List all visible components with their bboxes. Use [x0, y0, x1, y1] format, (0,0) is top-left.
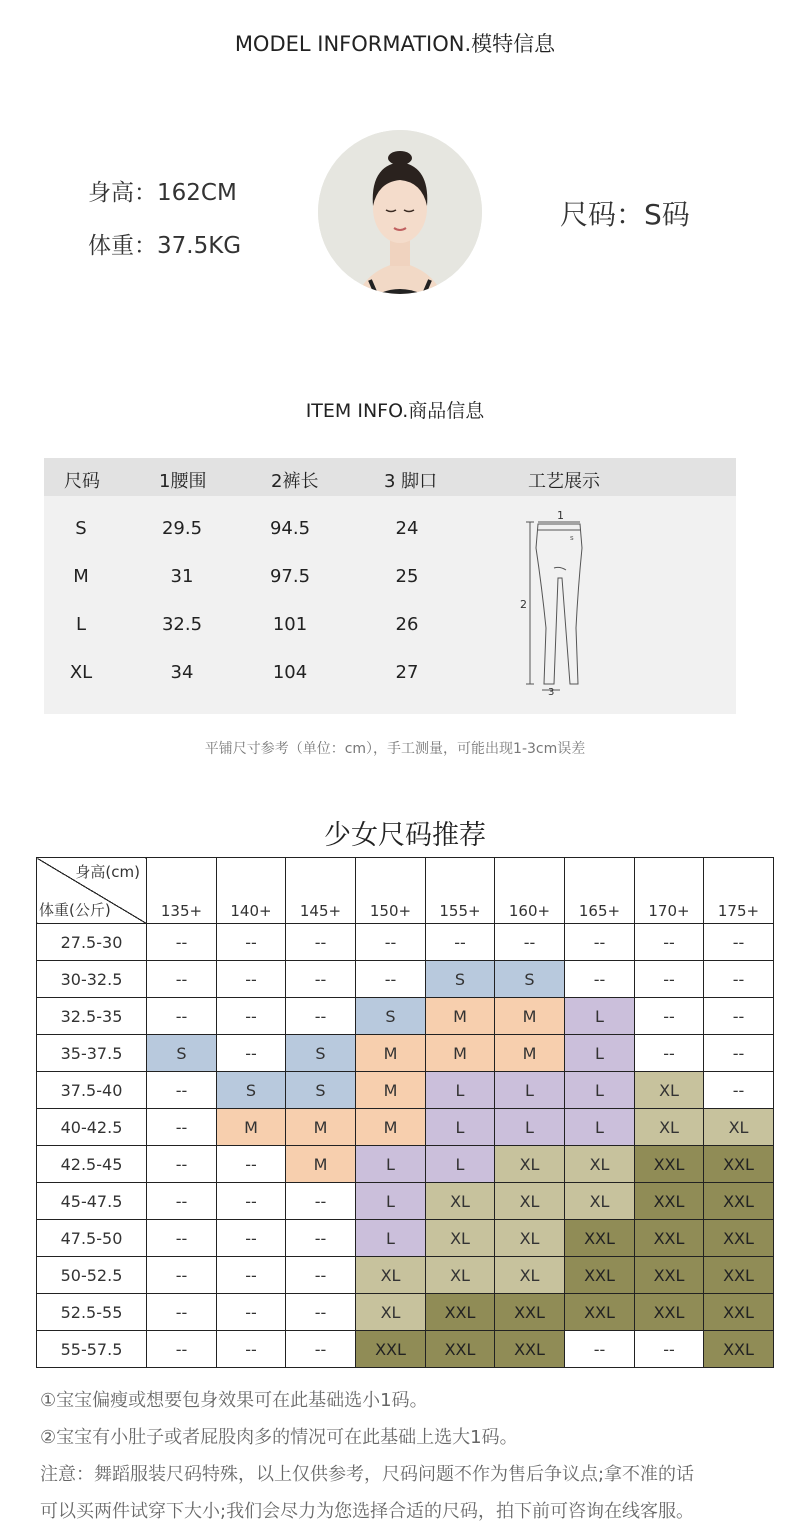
height-header-155plus: 155+: [426, 858, 495, 924]
size-cell: XL: [356, 1294, 426, 1331]
size-cell: --: [565, 1331, 635, 1368]
table-row: [37, 1109, 774, 1146]
size-cell: S: [286, 1035, 356, 1072]
size-cell: --: [704, 924, 774, 961]
size-cell: M: [356, 1035, 426, 1072]
size-cell: XL: [565, 1183, 635, 1220]
size-cell: L: [495, 1072, 565, 1109]
size-cell: --: [704, 961, 774, 998]
size-cell: --: [217, 1146, 286, 1183]
size-recommendation-table: [36, 857, 774, 1368]
size-cell: S: [426, 961, 495, 998]
size-cell: S: [217, 1072, 286, 1109]
size-cell: --: [217, 998, 286, 1035]
item-header-waist: 1腰围: [159, 471, 207, 492]
size-cell: --: [704, 1035, 774, 1072]
size-cell: --: [635, 1035, 704, 1072]
item-header-craft: 工艺展示: [528, 471, 600, 492]
weight-range-cell: 45-47.5: [37, 1183, 147, 1220]
item-measure-note: 平铺尺寸参考（单位：cm），手工测量，可能出现1-3cm误差: [204, 741, 586, 757]
note-line-1: ①宝宝偏瘦或想要包身效果可在此基础选小1码。: [40, 1390, 428, 1411]
item-row-waist: 31: [170, 566, 194, 587]
size-cell: L: [565, 1109, 635, 1146]
size-cell: XL: [426, 1220, 495, 1257]
size-cell: XL: [495, 1257, 565, 1294]
size-cell: --: [217, 1035, 286, 1072]
weight-range-cell: 30-32.5: [37, 961, 147, 998]
model-section-title: MODEL INFORMATION.模特信息: [234, 32, 556, 56]
size-cell: M: [426, 1035, 495, 1072]
item-row-waist: 29.5: [161, 518, 203, 539]
size-cell: M: [217, 1109, 286, 1146]
size-cell: L: [565, 1072, 635, 1109]
size-cell: XXL: [704, 1220, 774, 1257]
size-cell: XXL: [704, 1183, 774, 1220]
size-cell: --: [635, 998, 704, 1035]
item-row-hem: 27: [395, 662, 419, 683]
size-cell: --: [147, 1109, 217, 1146]
size-cell: XL: [635, 1072, 704, 1109]
diagram-label-length: 2: [520, 598, 527, 611]
size-cell: --: [286, 961, 356, 998]
size-cell: L: [565, 1035, 635, 1072]
size-cell: --: [217, 1257, 286, 1294]
size-cell: --: [495, 924, 565, 961]
height-header-135plus: 135+: [147, 858, 217, 924]
weight-range-cell: 40-42.5: [37, 1109, 147, 1146]
weight-range-cell: 37.5-40: [37, 1072, 147, 1109]
size-cell: S: [147, 1035, 217, 1072]
size-cell: XXL: [704, 1257, 774, 1294]
size-cell: XXL: [635, 1294, 704, 1331]
size-cell: XXL: [495, 1294, 565, 1331]
size-cell: --: [147, 924, 217, 961]
size-cell: L: [356, 1146, 426, 1183]
weight-range-cell: 52.5-55: [37, 1294, 147, 1331]
item-section-title: ITEM INFO.商品信息: [305, 400, 485, 422]
height-header-165plus: 165+: [565, 858, 635, 924]
size-cell: XL: [495, 1183, 565, 1220]
model-height: 身高：162CM: [88, 180, 237, 206]
size-cell: --: [565, 924, 635, 961]
item-row-length: 101: [272, 614, 308, 635]
size-cell: XL: [565, 1146, 635, 1183]
size-cell: XXL: [704, 1146, 774, 1183]
size-cell: --: [217, 924, 286, 961]
table-row: [37, 1183, 774, 1220]
size-cell: --: [147, 1072, 217, 1109]
height-header-150plus: 150+: [356, 858, 426, 924]
note-line-3: 注意：舞蹈服装尺码特殊，以上仅供参考，尺码问题不作为售后争议点;拿不准的话: [40, 1464, 695, 1485]
item-row-hem: 24: [395, 518, 419, 539]
size-cell: XL: [426, 1257, 495, 1294]
size-cell: L: [495, 1109, 565, 1146]
table-row: [37, 1257, 774, 1294]
size-cell: --: [286, 998, 356, 1035]
model-size: 尺码：S码: [560, 198, 690, 231]
size-cell: L: [565, 998, 635, 1035]
size-cell: --: [147, 1294, 217, 1331]
height-header-170plus: 170+: [635, 858, 704, 924]
item-header-length: 2裤长: [271, 471, 319, 492]
size-cell: --: [635, 961, 704, 998]
item-row-length: 104: [272, 662, 308, 683]
weight-range-cell: 35-37.5: [37, 1035, 147, 1072]
table-corner-header: [37, 858, 147, 924]
item-row-length: 97.5: [269, 566, 311, 587]
size-cell: M: [495, 998, 565, 1035]
size-cell: --: [217, 1331, 286, 1368]
item-row-size: M: [73, 566, 89, 587]
size-notes: [40, 1382, 780, 1530]
size-cell: XL: [635, 1109, 704, 1146]
weight-range-cell: 47.5-50: [37, 1220, 147, 1257]
height-header-160plus: 160+: [495, 858, 565, 924]
item-size-table: [44, 458, 736, 714]
model-portrait-icon: [318, 130, 482, 294]
size-chart-title: 少女尺码推荐: [324, 820, 486, 851]
diagram-label-hem: 3: [548, 687, 555, 698]
size-cell: S: [286, 1072, 356, 1109]
size-cell: S: [495, 961, 565, 998]
size-cell: XXL: [426, 1331, 495, 1368]
note-line-4: 可以买两件试穿下大小;我们会尽力为您选择合适的尺码，拍下前可咨询在线客服。: [40, 1501, 695, 1522]
size-cell: XXL: [635, 1146, 704, 1183]
item-row-size: L: [75, 614, 87, 635]
item-row-size: S: [75, 518, 87, 539]
model-weight: 体重：37.5KG: [88, 233, 242, 259]
corner-weight-label: 体重(公斤): [39, 901, 111, 919]
size-cell: --: [217, 961, 286, 998]
size-cell: M: [495, 1035, 565, 1072]
size-cell: --: [217, 1220, 286, 1257]
size-cell: --: [286, 1220, 356, 1257]
weight-range-cell: 50-52.5: [37, 1257, 147, 1294]
size-cell: XXL: [426, 1294, 495, 1331]
pants-outline: [536, 524, 582, 684]
size-cell: M: [356, 1109, 426, 1146]
size-cell: --: [147, 1146, 217, 1183]
size-cell: L: [426, 1109, 495, 1146]
item-row-size: XL: [69, 662, 93, 683]
table-row: [37, 1035, 774, 1072]
size-cell: --: [286, 1294, 356, 1331]
size-cell: M: [356, 1072, 426, 1109]
diagram-label-waist: 1: [557, 509, 564, 522]
table-row: [37, 998, 774, 1035]
pants-diagram: [514, 508, 594, 698]
size-cell: --: [565, 961, 635, 998]
size-cell: S: [356, 998, 426, 1035]
item-header-hem: 3 脚口: [384, 471, 438, 492]
weight-range-cell: 27.5-30: [37, 924, 147, 961]
size-cell: XXL: [704, 1294, 774, 1331]
size-cell: XXL: [635, 1183, 704, 1220]
size-cell: M: [426, 998, 495, 1035]
size-cell: XL: [495, 1220, 565, 1257]
item-row-waist: 32.5: [161, 614, 203, 635]
item-header-size: 尺码: [64, 471, 100, 492]
size-cell: L: [356, 1220, 426, 1257]
size-cell: XL: [495, 1146, 565, 1183]
diagram-size-tag: s: [570, 534, 574, 542]
size-cell: --: [147, 998, 217, 1035]
weight-range-cell: 55-57.5: [37, 1331, 147, 1368]
size-cell: --: [286, 1257, 356, 1294]
size-cell: XXL: [356, 1331, 426, 1368]
size-cell: --: [147, 1257, 217, 1294]
size-cell: --: [147, 1331, 217, 1368]
size-cell: --: [635, 924, 704, 961]
size-cell: M: [286, 1109, 356, 1146]
item-row-waist: 34: [170, 662, 194, 683]
size-cell: XXL: [565, 1257, 635, 1294]
table-row: [37, 1220, 774, 1257]
height-header-145plus: 145+: [286, 858, 356, 924]
table-row: [37, 1072, 774, 1109]
item-row-hem: 25: [395, 566, 419, 587]
table-row: [37, 961, 774, 998]
size-cell: XXL: [635, 1220, 704, 1257]
size-cell: --: [426, 924, 495, 961]
size-cell: --: [217, 1294, 286, 1331]
size-cell: M: [286, 1146, 356, 1183]
size-cell: --: [356, 924, 426, 961]
size-cell: L: [426, 1072, 495, 1109]
table-row: [37, 1146, 774, 1183]
weight-range-cell: 32.5-35: [37, 998, 147, 1035]
size-cell: XL: [426, 1183, 495, 1220]
size-cell: L: [356, 1183, 426, 1220]
item-row-hem: 26: [395, 614, 419, 635]
table-row: [37, 1294, 774, 1331]
size-cell: XXL: [565, 1220, 635, 1257]
table-row: [37, 924, 774, 961]
size-cell: XXL: [704, 1331, 774, 1368]
size-cell: --: [286, 1331, 356, 1368]
size-cell: --: [356, 961, 426, 998]
size-cell: --: [147, 1183, 217, 1220]
height-header-175plus: 175+: [704, 858, 774, 924]
size-cell: L: [426, 1146, 495, 1183]
size-cell: XXL: [565, 1294, 635, 1331]
size-cell: --: [217, 1183, 286, 1220]
size-cell: XXL: [495, 1331, 565, 1368]
size-cell: --: [704, 998, 774, 1035]
item-row-length: 94.5: [269, 518, 311, 539]
weight-range-cell: 42.5-45: [37, 1146, 147, 1183]
note-line-2: ②宝宝有小肚子或者屁股肉多的情况可在此基础上选大1码。: [40, 1427, 518, 1448]
size-cell: XXL: [635, 1257, 704, 1294]
model-photo: [318, 130, 482, 294]
size-cell: --: [635, 1331, 704, 1368]
size-cell: --: [286, 924, 356, 961]
size-cell: XL: [356, 1257, 426, 1294]
size-cell: --: [147, 1220, 217, 1257]
height-header-140plus: 140+: [217, 858, 286, 924]
table-row: [37, 1331, 774, 1368]
size-cell: --: [147, 961, 217, 998]
size-cell: XL: [704, 1109, 774, 1146]
size-cell: --: [704, 1072, 774, 1109]
corner-height-label: 身高(cm): [75, 863, 140, 881]
size-cell: --: [286, 1183, 356, 1220]
